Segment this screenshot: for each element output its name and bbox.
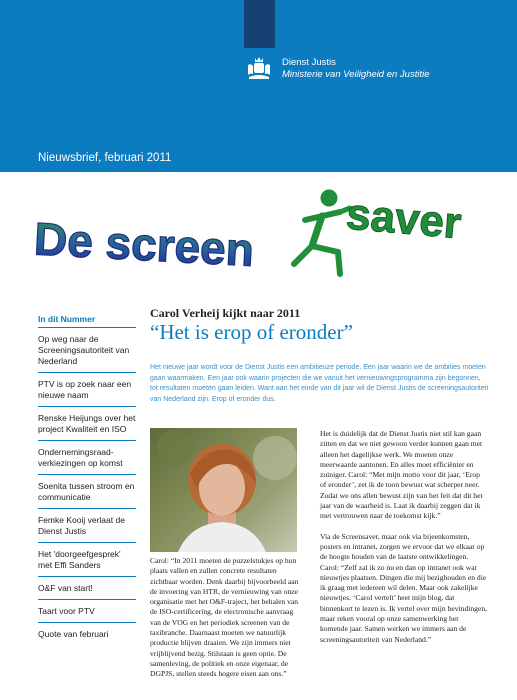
- newsletter-banner: [0, 186, 517, 286]
- toc-item[interactable]: Op weg naar de Screeningsautoriteit van Nederland: [38, 327, 136, 372]
- logo-stripe: [244, 0, 275, 48]
- org-subtitle: Ministerie van Veiligheid en Justitie: [282, 69, 430, 80]
- toc-item[interactable]: Ondernemingsraad-verkiezingen op komst: [38, 440, 136, 474]
- article-headline: “Het is erop of eronder”: [150, 320, 353, 344]
- toc-item[interactable]: Quote van februari: [38, 622, 136, 645]
- toc-item[interactable]: Soenita tussen stroom en communicatie: [38, 474, 136, 508]
- crest-icon: [246, 56, 272, 80]
- toc-title: In dit Nummer: [38, 314, 96, 324]
- toc-item[interactable]: Renske Heijungs over het project Kwaliteit en ISO: [38, 406, 136, 440]
- article-column-left: Carol: “In 2011 moeten de puzzelstukjes op hun plaats vallen en zullen concrete resultaten zichtbaar worden. Denk daarbij bijvoorbeeld aan de invoering van HTR, de vernieuwing van onze organisatie met het O&F-traject, het behalen van de ISO-certificering, de electronische aanvraag van de VOG en het periodiek screenen van de taxibranche. Daarnaast moeten we natuurlijk productie blijven draaien. We zijn immers niet vrijblijvend bezig. Stilstaan is geen optie. De samenleving, de politiek en onze eigenaar, de DGPJS, stellen steeds hogere eisen aan ons.”: [150, 556, 299, 679]
- banner-word-1: De screen: [32, 212, 256, 276]
- article-paragraph: Het is duidelijk dat de Dienst Justis niet stil kan gaan zitten en dat we niet gewoon verder kunnen gaan met alleen het dagelijkse werk. We moeten onze meerwaarde aantonen. En alles moet efficiënter en zuiniger. Carol: “Met mijn motto voor dit jaar, ‘Erop of eronder’, zet ik de toon bewust wat scherper neer. Zodat we ons allen bewust zijn van het feit dat dit het jaar van de waarheid is. Laat ik daarbij zeggen dat ik met vertrouwen naar de toekomst kijk.”: [320, 429, 483, 521]
- banner-word-2: saver: [344, 189, 464, 249]
- article-intro: Het nieuwe jaar wordt voor de Dienst Justis een ambitieuze periode. Een jaar waarin we de ambities moeten gaan waarmaken. Een jaar ook waarin projecten die we vanuit het vernieuwingsprogramma zijn begonnen, tot resultaten moeten gaan leiden. Want aan het einde van dit jaar wil de Dienst Justis de screeningsautoriteit van Nederland zijn. Erop of eronder dus.: [150, 364, 489, 403]
- issue-date: Nieuwsbrief, februari 2011: [38, 152, 172, 164]
- portrait-photo: [150, 428, 297, 552]
- org-name: Dienst Justis: [282, 57, 336, 68]
- toc-item[interactable]: Femke Kooij verlaat de Dienst Justis: [38, 508, 136, 542]
- toc-item[interactable]: Taart voor PTV: [38, 599, 136, 622]
- toc-item[interactable]: PTV is op zoek naar een nieuwe naam: [38, 372, 136, 406]
- toc-item[interactable]: O&F van start!: [38, 576, 136, 599]
- toc-list: [38, 327, 136, 645]
- article-column-right: [320, 429, 488, 645]
- running-figure-icon: [294, 190, 350, 274]
- toc-item[interactable]: Het 'doorgeefgesprek' met Effi Sanders: [38, 542, 136, 576]
- article-kicker: Carol Verheij kijkt naar 2011: [150, 306, 301, 320]
- article-paragraph: Via de Screensaver, maar ook via bijeenkomsten, posters en intranet, zorgen we ervoor dat we elkaar op de hoogte houden van de laatste ontwikkelingen. Carol: “Zelf zal ik zo nu en dan op intranet ook wat nieuwtjes plaatsen. Dingen die mij bezighouden en die ik graag met iedereen wil delen. Maar ook zakelijke nieuwtjes. ‘Carol vertelt’ heet mijn blog, dat binnenkort te lezen is. Ik vertel over mijn bevindingen, maar reken vooral op onze samenwerking het komende jaar. Samen werken we immers aan de screeningsautoriteit van Nederland.”: [320, 531, 488, 644]
